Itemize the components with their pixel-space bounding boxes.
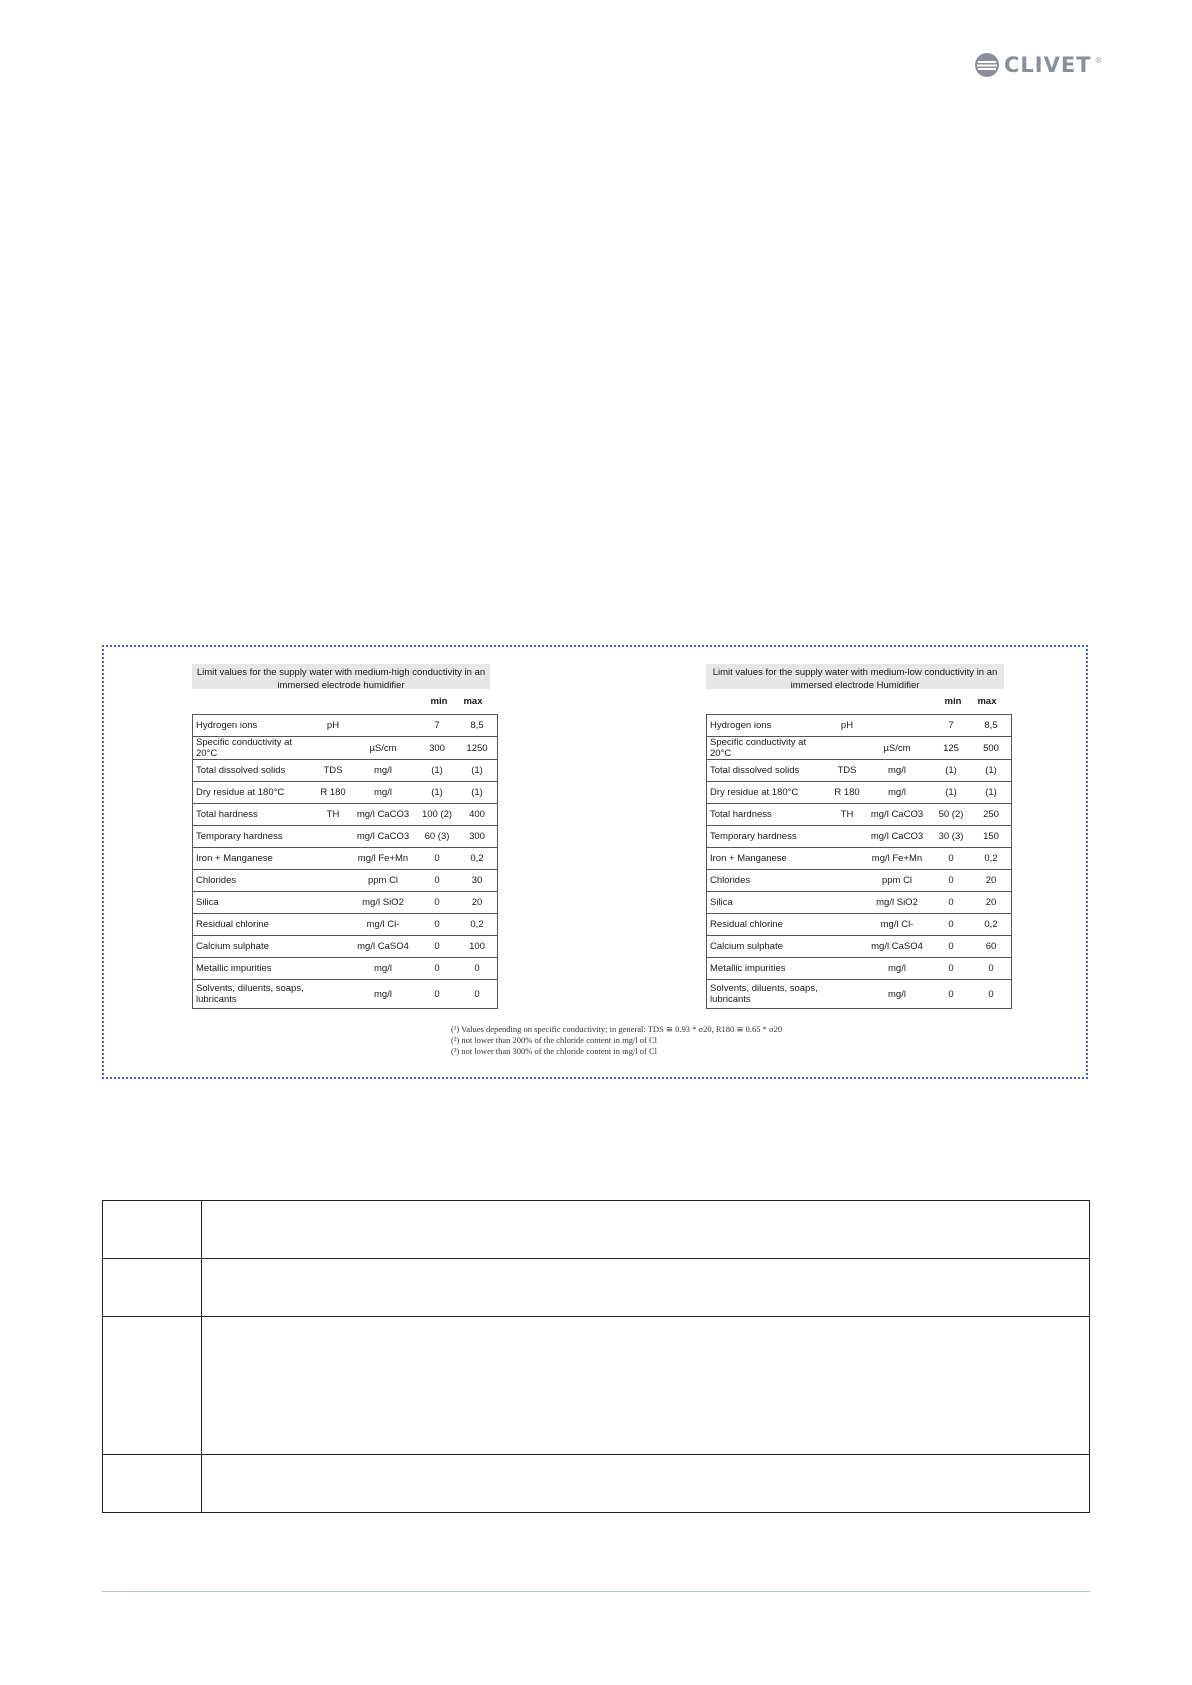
cell-name: Total dissolved solids: [193, 760, 318, 782]
table-row: [707, 936, 1012, 958]
limits-table-medium-high: [192, 664, 490, 1009]
cell-name: Residual chlorine: [707, 914, 832, 936]
grid-cell: [202, 1259, 1090, 1317]
cell-min: 0: [931, 980, 971, 1009]
table-row: [193, 870, 498, 892]
cell-name: Dry residue at 180°C: [707, 782, 832, 804]
cell-unit: [349, 715, 417, 737]
table-row: [193, 936, 498, 958]
cell-min: 0: [931, 848, 971, 870]
cell-max: 500: [971, 737, 1012, 760]
cell-min: 7: [931, 715, 971, 737]
table-row: [707, 826, 1012, 848]
cell-min: 0: [417, 892, 457, 914]
cell-sym: [317, 914, 349, 936]
cell-name: Chlorides: [193, 870, 318, 892]
limits-table-medium-low: [706, 664, 1004, 1009]
cell-sym: R 180: [317, 782, 349, 804]
water-limits-figure: [102, 645, 1088, 1079]
cell-max: 20: [971, 870, 1012, 892]
cell-name: Total hardness: [707, 804, 832, 826]
cell-unit: mg/l: [863, 760, 931, 782]
footnote-1: (¹) Values depending on specific conductivity; in general: TDS ≅ 0.93 * σ20, R180 ≅ 0.65 * σ20: [451, 1024, 783, 1034]
cell-name: Solvents, diluents, soaps, lubricants: [707, 980, 832, 1009]
table-row: [193, 715, 498, 737]
cell-unit: mg/l Cl-: [863, 914, 931, 936]
cell-name: Chlorides: [707, 870, 832, 892]
cell-max: 0: [457, 980, 498, 1009]
column-min-header: min: [430, 696, 448, 707]
cell-name: Specific conductivity at 20°C: [707, 737, 832, 760]
grid-cell: [103, 1201, 202, 1259]
table-row: [193, 737, 498, 760]
table-row: [707, 804, 1012, 826]
table-title: Limit values for the supply water with medium-high conductivity in an immersed electrode humidifier: [192, 664, 490, 689]
cell-min: 125: [931, 737, 971, 760]
cell-max: 400: [457, 804, 498, 826]
clivet-logo-mark-icon: [974, 52, 1000, 78]
cell-unit: µS/cm: [863, 737, 931, 760]
cell-unit: mg/l: [863, 980, 931, 1009]
cell-min: 0: [417, 848, 457, 870]
table-column-headers: [706, 689, 1004, 714]
cell-max: 8,5: [457, 715, 498, 737]
cell-unit: mg/l Fe+Mn: [349, 848, 417, 870]
logo-text: CLIVET: [1004, 53, 1092, 77]
table-row: [193, 826, 498, 848]
cell-name: Specific conductivity at 20°C: [193, 737, 318, 760]
table-row: [707, 715, 1012, 737]
cell-max: 0: [971, 958, 1012, 980]
cell-min: 0: [931, 914, 971, 936]
cell-min: 60 (3): [417, 826, 457, 848]
cell-sym: pH: [317, 715, 349, 737]
cell-min: 0: [931, 870, 971, 892]
cell-sym: [831, 980, 863, 1009]
table-row: [707, 782, 1012, 804]
cell-max: 0: [971, 980, 1012, 1009]
cell-name: Silica: [707, 892, 832, 914]
grid-cell: [103, 1317, 202, 1455]
cell-sym: [317, 958, 349, 980]
cell-sym: [317, 892, 349, 914]
cell-sym: [831, 936, 863, 958]
cell-min: (1): [931, 782, 971, 804]
cell-min: 30 (3): [931, 826, 971, 848]
cell-name: Calcium sulphate: [707, 936, 832, 958]
cell-name: Solvents, diluents, soaps, lubricants: [193, 980, 318, 1009]
cell-min: (1): [931, 760, 971, 782]
cell-unit: mg/l: [349, 958, 417, 980]
cell-max: 0: [457, 958, 498, 980]
grid-row: [103, 1259, 1090, 1317]
logo-registered-mark: ®: [1095, 56, 1102, 65]
cell-unit: mg/l: [863, 782, 931, 804]
table-row: [193, 892, 498, 914]
cell-min: (1): [417, 760, 457, 782]
cell-sym: [831, 848, 863, 870]
cell-sym: [317, 936, 349, 958]
cell-name: Total dissolved solids: [707, 760, 832, 782]
grid-cell: [202, 1201, 1090, 1259]
footnotes: [451, 1024, 782, 1057]
cell-min: 300: [417, 737, 457, 760]
cell-name: Calcium sulphate: [193, 936, 318, 958]
cell-max: 30: [457, 870, 498, 892]
cell-sym: [317, 980, 349, 1009]
cell-max: 100: [457, 936, 498, 958]
cell-sym: TDS: [831, 760, 863, 782]
cell-min: 0: [417, 936, 457, 958]
cell-name: Residual chlorine: [193, 914, 318, 936]
cell-min: 0: [931, 892, 971, 914]
table-column-headers: [192, 689, 490, 714]
cell-max: (1): [971, 782, 1012, 804]
table-row: [193, 782, 498, 804]
cell-sym: [831, 870, 863, 892]
cell-sym: TH: [317, 804, 349, 826]
cell-min: 0: [931, 958, 971, 980]
grid-cell: [103, 1259, 202, 1317]
table-row: [707, 760, 1012, 782]
cell-unit: mg/l CaSO4: [863, 936, 931, 958]
table-title: Limit values for the supply water with medium-low conductivity in an immersed electrode Humidifier: [706, 664, 1004, 689]
cell-unit: mg/l CaCO3: [863, 804, 931, 826]
clivet-logo: [974, 52, 1101, 78]
cell-min: 0: [931, 936, 971, 958]
cell-min: 100 (2): [417, 804, 457, 826]
limits-table-body: [706, 714, 1012, 1009]
footnote-3: (³) not lower than 300% of the chloride content in mg/l of Cl: [451, 1046, 658, 1056]
cell-max: 250: [971, 804, 1012, 826]
cell-sym: [831, 826, 863, 848]
cell-name: Metallic impurities: [707, 958, 832, 980]
cell-unit: mg/l CaCO3: [863, 826, 931, 848]
cell-name: Hydrogen ions: [707, 715, 832, 737]
cell-sym: pH: [831, 715, 863, 737]
cell-sym: [831, 914, 863, 936]
cell-name: Hydrogen ions: [193, 715, 318, 737]
column-max-header: max: [977, 696, 997, 707]
cell-unit: mg/l CaCO3: [349, 804, 417, 826]
grid-cell: [202, 1317, 1090, 1455]
cell-min: 0: [417, 958, 457, 980]
cell-unit: mg/l CaSO4: [349, 936, 417, 958]
cell-sym: [317, 848, 349, 870]
cell-min: 50 (2): [931, 804, 971, 826]
cell-max: 0,2: [971, 848, 1012, 870]
table-row: [707, 914, 1012, 936]
cell-min: 0: [417, 980, 457, 1009]
cell-name: Dry residue at 180°C: [193, 782, 318, 804]
cell-sym: [831, 737, 863, 760]
cell-unit: [863, 715, 931, 737]
cell-unit: mg/l: [863, 958, 931, 980]
cell-unit: mg/l SiO2: [863, 892, 931, 914]
limits-table-body: [192, 714, 498, 1009]
cell-name: Total hardness: [193, 804, 318, 826]
cell-sym: TH: [831, 804, 863, 826]
grid-cell: [103, 1455, 202, 1513]
cell-name: Iron + Manganese: [707, 848, 832, 870]
footnote-2: (²) not lower than 200% of the chloride content in mg/l of Cl: [451, 1035, 658, 1045]
table-row: [193, 914, 498, 936]
cell-unit: mg/l Fe+Mn: [863, 848, 931, 870]
cell-min: 0: [417, 914, 457, 936]
cell-sym: R 180: [831, 782, 863, 804]
cell-name: Temporary hardness: [193, 826, 318, 848]
table-row: [193, 848, 498, 870]
grid-row: [103, 1455, 1090, 1513]
table-row: [193, 958, 498, 980]
cell-sym: [831, 892, 863, 914]
cell-min: 7: [417, 715, 457, 737]
cell-name: Silica: [193, 892, 318, 914]
cell-sym: [317, 870, 349, 892]
grid-cell: [202, 1455, 1090, 1513]
cell-unit: mg/l CaCO3: [349, 826, 417, 848]
empty-content-grid: [102, 1200, 1090, 1513]
cell-max: 60: [971, 936, 1012, 958]
cell-max: 20: [971, 892, 1012, 914]
grid-row: [103, 1317, 1090, 1455]
cell-name: Iron + Manganese: [193, 848, 318, 870]
cell-max: 300: [457, 826, 498, 848]
table-row: [193, 760, 498, 782]
table-row: [193, 804, 498, 826]
cell-max: 0,2: [457, 848, 498, 870]
table-row: [707, 892, 1012, 914]
cell-unit: mg/l: [349, 760, 417, 782]
cell-sym: [317, 737, 349, 760]
cell-sym: [831, 958, 863, 980]
cell-unit: ppm Cl: [349, 870, 417, 892]
cell-max: (1): [971, 760, 1012, 782]
cell-min: 0: [417, 870, 457, 892]
cell-max: 0,2: [457, 914, 498, 936]
cell-min: (1): [417, 782, 457, 804]
cell-unit: ppm Cl: [863, 870, 931, 892]
cell-max: 20: [457, 892, 498, 914]
table-row: [193, 980, 498, 1009]
cell-sym: [317, 826, 349, 848]
cell-name: Temporary hardness: [707, 826, 832, 848]
footer-divider: [102, 1591, 1090, 1592]
cell-max: (1): [457, 782, 498, 804]
cell-unit: µS/cm: [349, 737, 417, 760]
column-max-header: max: [463, 696, 483, 707]
cell-max: 1250: [457, 737, 498, 760]
table-row: [707, 737, 1012, 760]
cell-max: 8,5: [971, 715, 1012, 737]
table-row: [707, 958, 1012, 980]
cell-max: (1): [457, 760, 498, 782]
cell-name: Metallic impurities: [193, 958, 318, 980]
grid-row: [103, 1201, 1090, 1259]
cell-unit: mg/l SiO2: [349, 892, 417, 914]
cell-unit: mg/l: [349, 980, 417, 1009]
cell-max: 150: [971, 826, 1012, 848]
cell-max: 0,2: [971, 914, 1012, 936]
table-row: [707, 848, 1012, 870]
cell-unit: mg/l: [349, 782, 417, 804]
table-row: [707, 870, 1012, 892]
cell-unit: mg/l Cl-: [349, 914, 417, 936]
table-row: [707, 980, 1012, 1009]
column-min-header: min: [944, 696, 962, 707]
cell-sym: TDS: [317, 760, 349, 782]
